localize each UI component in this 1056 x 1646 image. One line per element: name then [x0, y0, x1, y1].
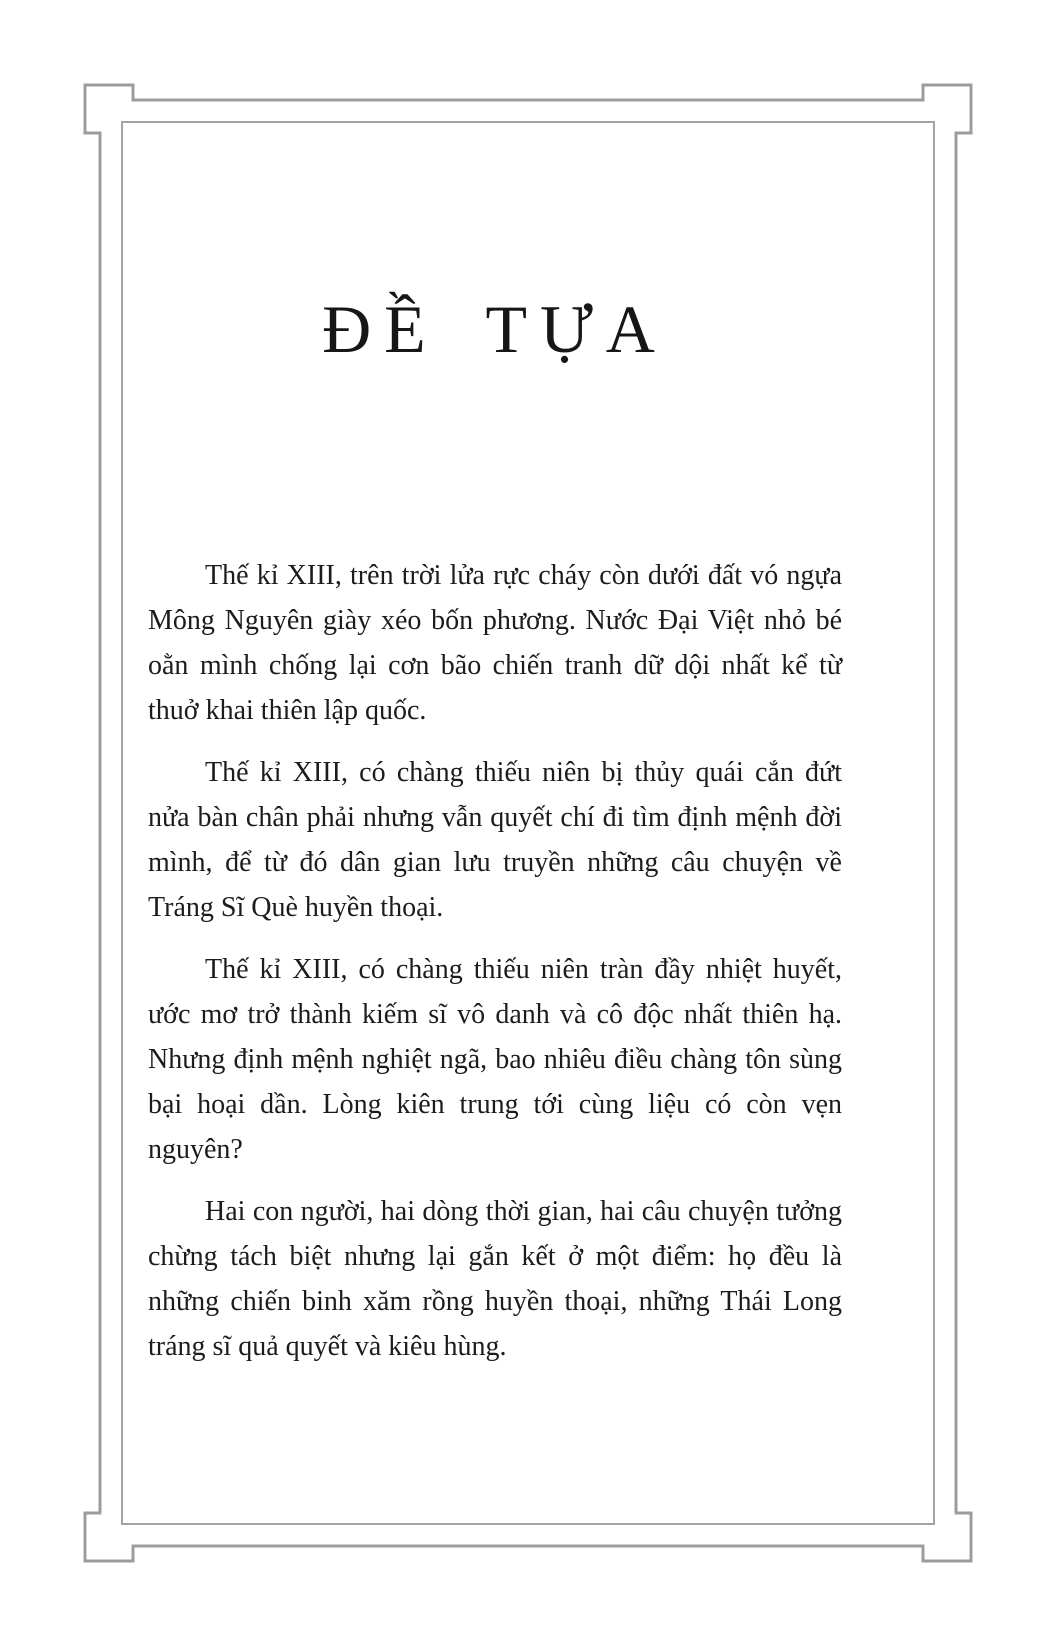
paragraph-2: Thế kỉ XIII, có chàng thiếu niên bị thủy quái cắn đứt nửa bàn chân phải nhưng vẫn quyết chí đi tìm định mệnh đời mình, để từ đó dân gian lưu truyền những câu chuyện về Tráng Sĩ Què huyền thoại.	[148, 756, 842, 923]
page-title: ĐỀ TỰA	[322, 291, 668, 367]
paragraph-3: Thế kỉ XIII, có chàng thiếu niên tràn đầy nhiệt huyết, ước mơ trở thành kiếm sĩ vô danh và cô độc nhất thiên hạ. Nhưng định mệnh nghiệt ngã, bao nhiêu điều chàng tôn sùng bại hoại dần. Lòng kiên trung tới cùng liệu có còn vẹn nguyên?	[148, 953, 842, 1165]
paragraph-4: Hai con người, hai dòng thời gian, hai câu chuyện tưởng chừng tách biệt nhưng lại gắn kết ở một điểm: họ đều là những chiến binh xăm rồng huyền thoại, những Thái Long tráng sĩ quả quyết và kiêu hùng.	[148, 1195, 842, 1362]
paragraph-1: Thế kỉ XIII, trên trời lửa rực cháy còn dưới đất vó ngựa Mông Nguyên giày xéo bốn phương. Nước Đại Việt nhỏ bé oằn mình chống lại cơn bão chiến tranh dữ dội nhất kể từ thuở khai thiên lập quốc.	[148, 559, 842, 726]
preface-text	[148, 553, 842, 1369]
page-content	[148, 0, 842, 1369]
